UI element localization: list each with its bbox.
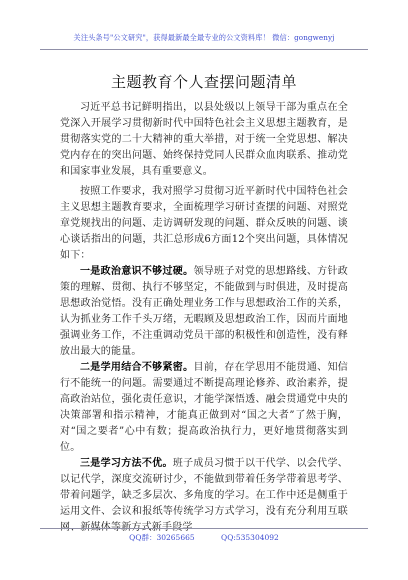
issue-item-2 <box>60 360 348 456</box>
header-divider <box>40 49 368 50</box>
issue-heading-1: 一是政治意识不够过硬。 <box>80 266 194 277</box>
document-title: 主题教育个人查摆问题清单 <box>110 73 297 91</box>
requirements-paragraph: 按照工作要求，我对照学习贯彻习近平新时代中国特色社会主义思想主题教育要求，全面梳理学习研讨查摆的问题、对照党章党规找出的问题、走访调研发现的问题、群众反映的问题、谈心谈话指出的问题，共汇总形成6方面12个突出问题，具体情况如下： <box>60 186 348 261</box>
issue-heading-3: 三是学习方法不优。 <box>80 458 173 469</box>
issue-body-3: 班子成员习惯于以干代学、以会代学、以记代学，深度交流研讨少，不能做到带着任务学带着思考学、带着问题学，缺乏多层次、多角度的学习。在工作中还是侧重于运用文件、会议和报纸等传统学习方式学习，没有充分利用互联网、新媒体等新方式新手段学 <box>60 458 348 533</box>
footer-qq-group: QQ群：30265665 <box>129 533 195 542</box>
document-body <box>60 100 348 536</box>
footer-divider <box>40 528 368 529</box>
issue-body-2: 目前，存在学思用不能贯通、知信行不能统一的问题。需要通过不断提高理论修养、政治素养，提高政治站位，强化责任意识，才能学深悟透、融会贯通党中央的决策部署和指示精神，才能真正做到对“国之大者”了然于胸，对“国之要者”心中有数；提高政治执行力，更好地贯彻落实到位。 <box>60 362 349 453</box>
intro-paragraph: 习近平总书记鲜明指出，以县处级以上领导干部为重点在全党深入开展学习贯彻新时代中国特色社会主义思想主题教育，是贯彻落实党的二十大精神的重大举措，对于统一全党思想、解决党内存在的突出问题、始终保持党同人民群众血肉联系、推动党和国家事业发展，具有重要意义。 <box>60 102 348 177</box>
issue-item-3 <box>60 456 348 536</box>
issue-body-1: 领导班子对党的思想路线、方针政策的理解、贯彻、执行不够坚定，不能做到与时俱进，及时提高思想政治觉悟。没有正确处理业务工作与思想政治工作的关系，认为抓业务工作千头万绪，无暇顾及思想政治工作，因而片面地强调业务工作，不注重调动党员干部的积极性和创造性，没有释放出最大的能量。 <box>60 266 349 357</box>
page-footer <box>0 532 408 543</box>
promo-banner: 关注头条号"公文研究"，获得最新最全最专业的公文资料库！ 微信：gongwenyj <box>73 33 335 42</box>
issue-item-1 <box>60 264 348 360</box>
issue-heading-2: 二是学用结合不够紧密。 <box>80 362 194 373</box>
footer-qq: QQ:535304092 <box>221 533 279 542</box>
